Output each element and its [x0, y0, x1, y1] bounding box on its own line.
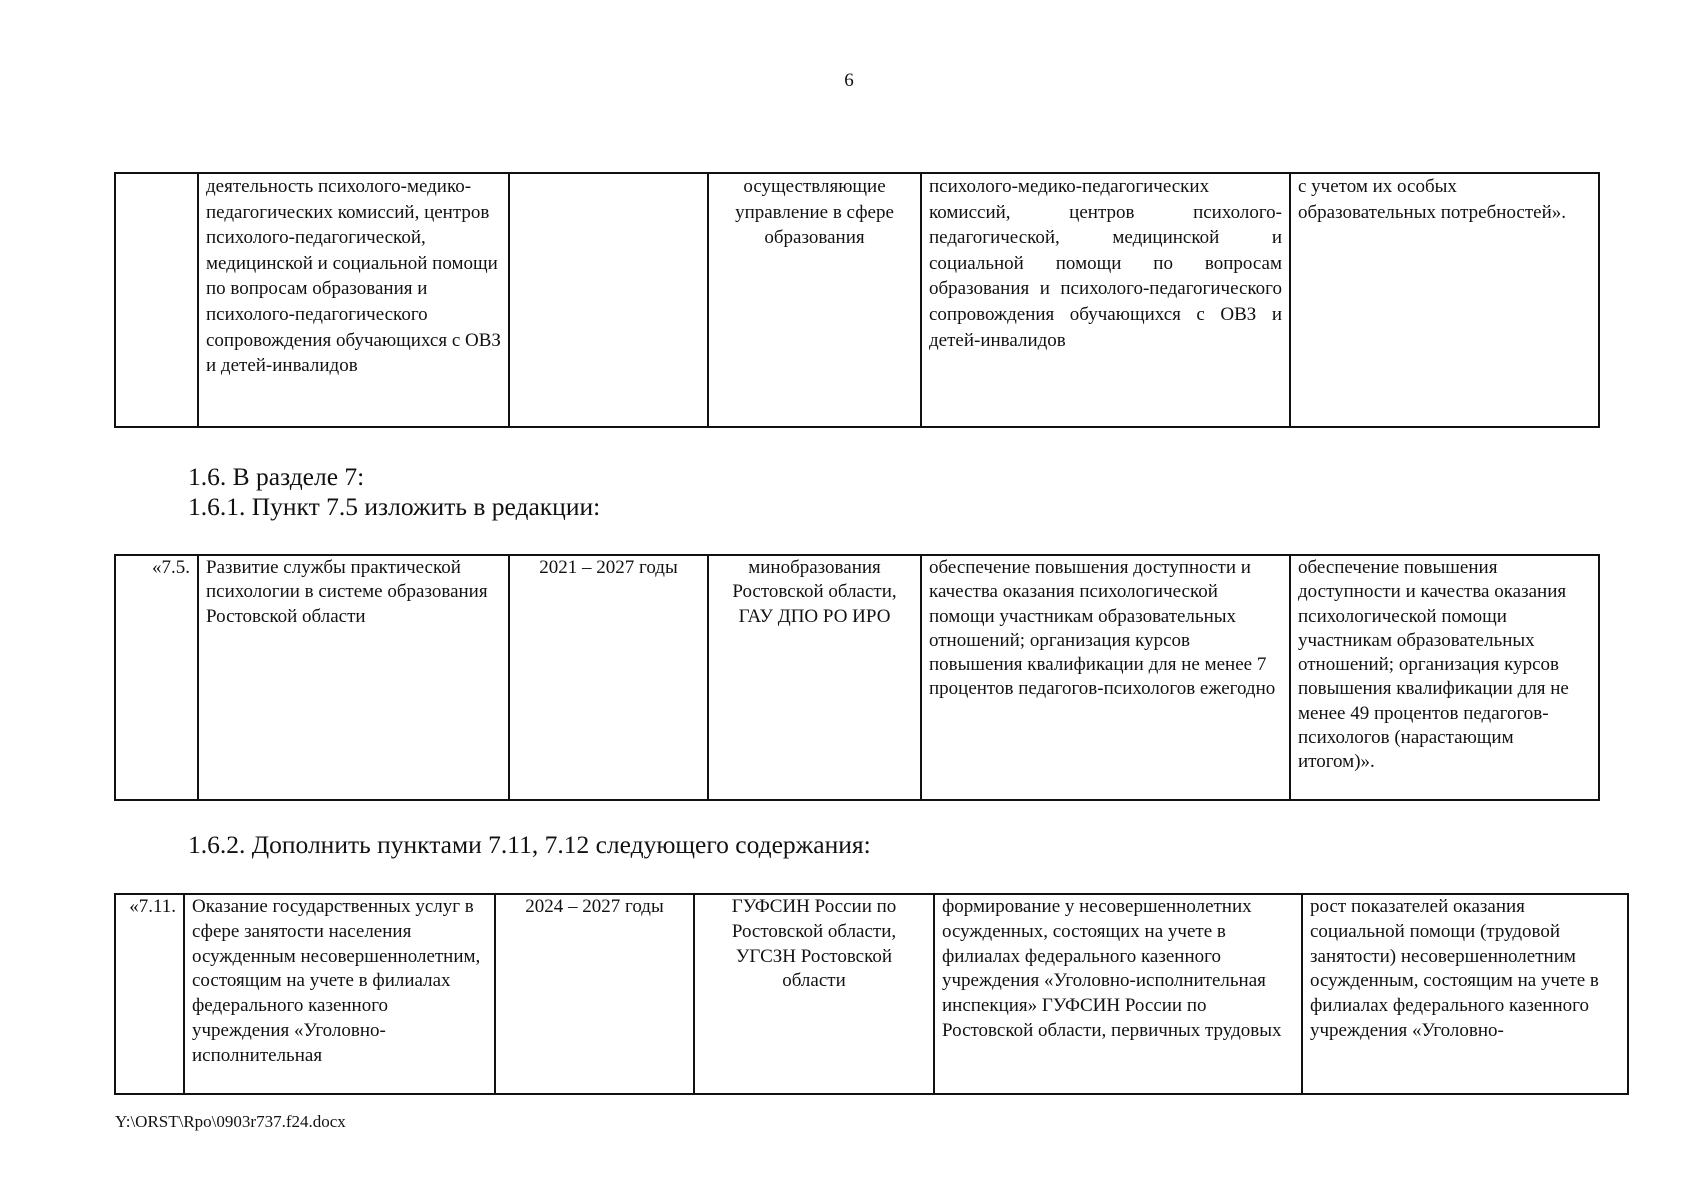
cell-period: 2024 – 2027 годы	[495, 894, 694, 1094]
program-table-item-7-5	[114, 554, 1600, 801]
cell-period: 2021 – 2027 годы	[509, 555, 708, 800]
cell-number: «7.11.	[115, 894, 184, 1094]
page-number: 6	[844, 70, 854, 91]
cell-indicator: рост показателей оказания социальной помощи (трудовой занятости) несовершеннолетним осужденным, состоящим на учете в филиалах федерального казенного учреждения «Уголовно-	[1302, 894, 1628, 1094]
cell-indicator: с учетом их особых образовательных потребностей».	[1290, 173, 1599, 427]
cell-activity-name: деятельность психолого-медико-педагогических комиссий, центров психолого-педагогической, медицинской и социальной помощи по вопросам образования и психолого-педагогического сопровождения обучающихся с ОВЗ и детей-инвалидов	[198, 173, 509, 427]
table-row	[115, 555, 1599, 800]
cell-activity-name: Оказание государственных услуг в сфере занятости населения осужденным несовершеннолетним, состоящим на учете в филиалах федерального казенного учреждения «Уголовно-исполнительная	[184, 894, 495, 1094]
cell-result: формирование у несовершеннолетних осужденных, состоящих на учете в филиалах федерального казенного учреждения «Уголовно-исполнительная инспекция» ГУФСИН России по Ростовской области, первичных трудовых	[934, 894, 1302, 1094]
cell-number: «7.5.	[115, 555, 198, 800]
cell-executor: осуществляющие управление в сфере образования	[708, 173, 921, 427]
cell-indicator: обеспечение повышения доступности и качества оказания психологической помощи участникам образовательных отношений; организация курсов повышения квалификации для не менее 49 процентов педагогов-психологов (нарастающим итогом)».	[1290, 555, 1599, 800]
paragraph-section-7: 1.6. В разделе 7:	[188, 462, 365, 491]
table-row	[115, 173, 1599, 427]
cell-number	[115, 173, 198, 427]
paragraph-items-7-11-7-12: 1.6.2. Дополнить пунктами 7.11, 7.12 следующего содержания:	[188, 830, 871, 859]
paragraph-item-7-5: 1.6.1. Пункт 7.5 изложить в редакции:	[188, 492, 601, 521]
program-table-continuation	[114, 172, 1600, 428]
file-path-footer: Y:\ORST\Rpo\0903r737.f24.docx	[115, 1112, 346, 1131]
cell-executor: минобразования Ростовской области, ГАУ ДПО РО ИРО	[708, 555, 921, 800]
cell-activity-name: Развитие службы практической психологии в системе образования Ростовской области	[198, 555, 509, 800]
cell-result: обеспечение повышения доступности и качества оказания психологической помощи участникам образовательных отношений; организация курсов повышения квалификации для не менее 7 процентов педагогов-психологов ежегодно	[921, 555, 1290, 800]
cell-executor: ГУФСИН России по Ростовской области, УГСЗН Ростовской области	[694, 894, 934, 1094]
table-row	[115, 894, 1628, 1094]
cell-result: психолого-медико-педагогических комиссий, центров психолого-педагогической, медицинской и социальной помощи по вопросам образования и психолого-педагогического сопровождения обучающихся с ОВЗ и детей-инвалидов	[921, 173, 1290, 427]
program-table-item-7-11	[114, 893, 1629, 1095]
cell-period	[509, 173, 708, 427]
